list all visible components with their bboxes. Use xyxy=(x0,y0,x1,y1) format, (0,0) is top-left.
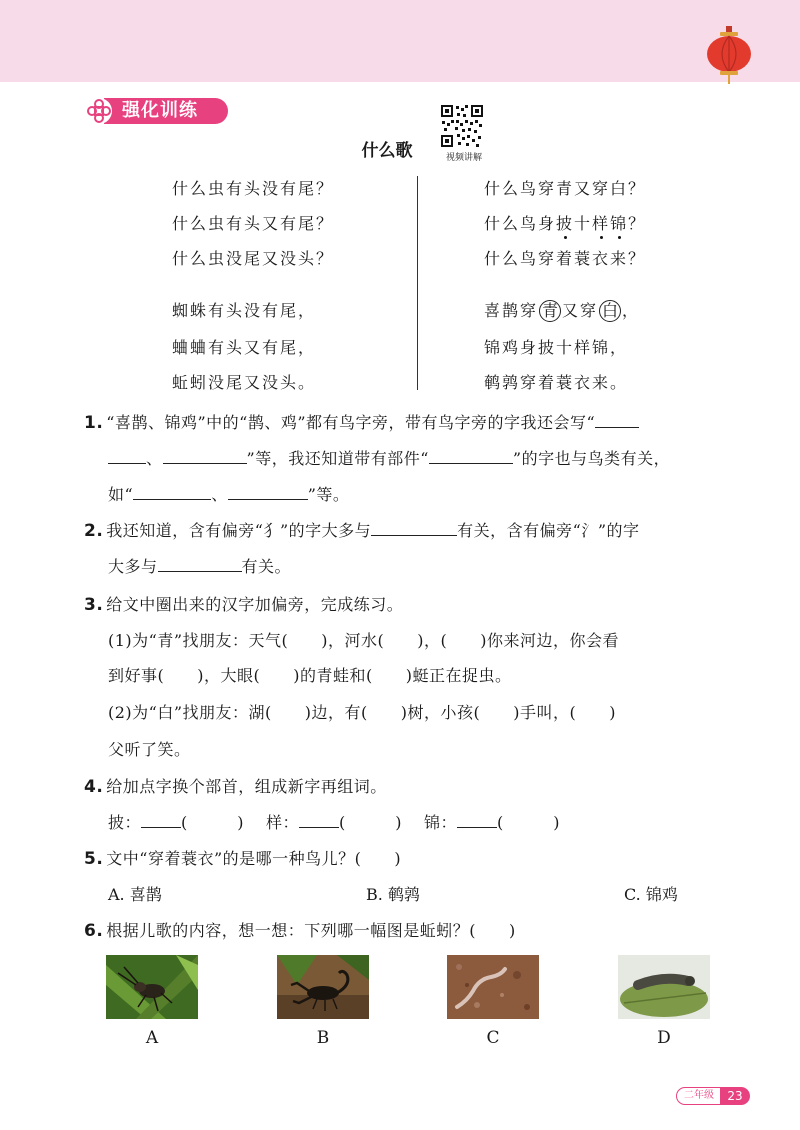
poem-left-a1: 蜘蛛有头没有尾， xyxy=(172,301,317,320)
poem-divider xyxy=(417,176,418,390)
dotted-char: 样 xyxy=(592,214,611,233)
circled-char: 白 xyxy=(599,300,621,322)
paren[interactable]: ( ) xyxy=(339,813,403,832)
text: ”等，我还知道带有部件“ xyxy=(246,449,429,468)
text: 喜鹊穿 xyxy=(484,301,539,320)
text: 十 xyxy=(574,214,593,233)
question-3-line-4: (2)为“白”找朋友：湖( )边，有( )树，小孩( )手叫，( ) xyxy=(108,703,616,722)
option-c[interactable]: C. 锦鸡 xyxy=(624,885,678,904)
poem-left-q2: 什么虫有头又有尾？ xyxy=(172,214,335,233)
question-4-words xyxy=(108,810,560,833)
text: 有关，含有偏旁“氵”的字 xyxy=(457,521,640,540)
earthworm-photo[interactable] xyxy=(447,955,539,1019)
text: “喜鹊、锦鸡”中的“鹊、鸡”都有鸟字旁，带有鸟字旁的字我还会写“ xyxy=(106,413,596,432)
text: 有关。 xyxy=(241,557,292,576)
section-label: 强化训练 xyxy=(104,98,228,124)
lantern-icon xyxy=(705,26,753,86)
dotted-char: 锦 xyxy=(610,214,629,233)
paren[interactable]: ( ) xyxy=(181,813,245,832)
image-label-c: C xyxy=(486,1028,500,1048)
poem-right-a3: 鹌鹑穿着蓑衣来。 xyxy=(484,373,629,392)
grade-label: 二年级 xyxy=(676,1087,722,1105)
text: ”的字也与鸟类有关， xyxy=(512,449,671,468)
question-3-line-2: (1)为“青”找朋友：天气( )，河水( )，( )你来河边，你会看 xyxy=(108,631,619,650)
text: 根据儿歌的内容，想一想：下列哪一幅图是蚯蚓？( ) xyxy=(106,921,516,940)
answer-blank[interactable] xyxy=(133,483,211,500)
circled-char: 青 xyxy=(539,300,561,322)
answer-blank[interactable] xyxy=(163,447,247,464)
question-4-line-1 xyxy=(84,774,387,797)
answer-blank[interactable] xyxy=(429,447,513,464)
text: 大多与 xyxy=(108,557,158,576)
poem-right-q3: 什么鸟穿着蓑衣来？ xyxy=(484,249,647,268)
question-number: 6. xyxy=(84,921,104,941)
question-number: 1. xyxy=(84,413,104,433)
poem-left-a2: 蛐蛐有头又有尾， xyxy=(172,338,317,357)
answer-blank[interactable] xyxy=(371,519,457,536)
image-label-b: B xyxy=(316,1028,330,1048)
question-number: 2. xyxy=(84,521,104,541)
question-number: 4. xyxy=(84,777,104,797)
question-1-line-2 xyxy=(108,446,670,469)
text: 给文中圈出来的汉字加偏旁，完成练习。 xyxy=(106,595,404,614)
scorpion-photo[interactable] xyxy=(277,955,369,1019)
poem-right-q2 xyxy=(484,211,646,234)
question-number: 3. xyxy=(84,595,104,615)
answer-blank[interactable] xyxy=(141,811,181,828)
answer-blank[interactable] xyxy=(108,447,146,464)
chinese-knot-icon xyxy=(84,96,114,126)
text: 什么鸟身 xyxy=(484,214,557,233)
poem-left-q3: 什么虫没尾又没头？ xyxy=(172,249,335,268)
text: ， xyxy=(622,301,641,320)
word-label: 披： xyxy=(108,813,142,832)
text: ”等。 xyxy=(307,485,350,504)
question-2-line-2 xyxy=(108,554,291,577)
option-b[interactable]: B. 鹌鹑 xyxy=(366,885,420,904)
cricket-photo[interactable] xyxy=(106,955,198,1019)
question-number: 5. xyxy=(84,849,104,869)
question-5-line-1 xyxy=(84,846,401,869)
image-label-d: D xyxy=(657,1028,671,1048)
word-label: 样： xyxy=(266,813,300,832)
word-label: 锦： xyxy=(424,813,458,832)
text: 如“ xyxy=(108,485,134,504)
question-3-line-3: 到好事( )，大眼( )的青蛙和( )蜓正在捉虫。 xyxy=(108,666,512,685)
text: 文中“穿着蓑衣”的是哪一种鸟儿？( ) xyxy=(106,849,402,868)
answer-blank[interactable] xyxy=(158,555,242,572)
text: 、 xyxy=(146,449,163,468)
question-1-line-3 xyxy=(108,482,349,505)
poem-right-a2: 锦鸡身披十样锦， xyxy=(484,338,629,357)
question-2-line-1 xyxy=(84,518,640,541)
image-label-a: A xyxy=(145,1028,159,1048)
question-1-line-1 xyxy=(84,410,639,433)
page-number: 23 xyxy=(720,1087,750,1105)
poem-left-a3: 蚯蚓没尾又没头。 xyxy=(172,373,317,392)
text: ？ xyxy=(628,214,647,233)
poem-right-q1: 什么鸟穿青又穿白？ xyxy=(484,179,647,198)
answer-blank[interactable] xyxy=(457,811,497,828)
caterpillar-photo[interactable] xyxy=(618,955,710,1019)
answer-blank[interactable] xyxy=(228,483,308,500)
text: 、 xyxy=(211,485,228,504)
section-badge xyxy=(84,96,228,126)
question-6-line-1 xyxy=(84,918,516,941)
question-3-line-1 xyxy=(84,592,403,615)
answer-blank[interactable] xyxy=(299,811,339,828)
answer-blank[interactable] xyxy=(595,411,639,428)
poem-right-a1 xyxy=(484,298,640,322)
question-3-line-5: 父听了笑。 xyxy=(108,740,191,759)
top-band xyxy=(0,0,800,82)
dotted-char: 披 xyxy=(556,214,575,233)
poem-title: 什么歌 xyxy=(361,141,413,161)
paren[interactable]: ( ) xyxy=(497,813,561,832)
poem-left-q1: 什么虫有头没有尾？ xyxy=(172,179,335,198)
qr-caption: 视频讲解 xyxy=(445,153,482,163)
text: 给加点字换个部首，组成新字再组词。 xyxy=(106,777,387,796)
text: 我还知道，含有偏旁“犭”的字大多与 xyxy=(106,521,372,540)
text: 又穿 xyxy=(562,301,599,320)
option-a[interactable]: A. 喜鹊 xyxy=(108,885,162,904)
